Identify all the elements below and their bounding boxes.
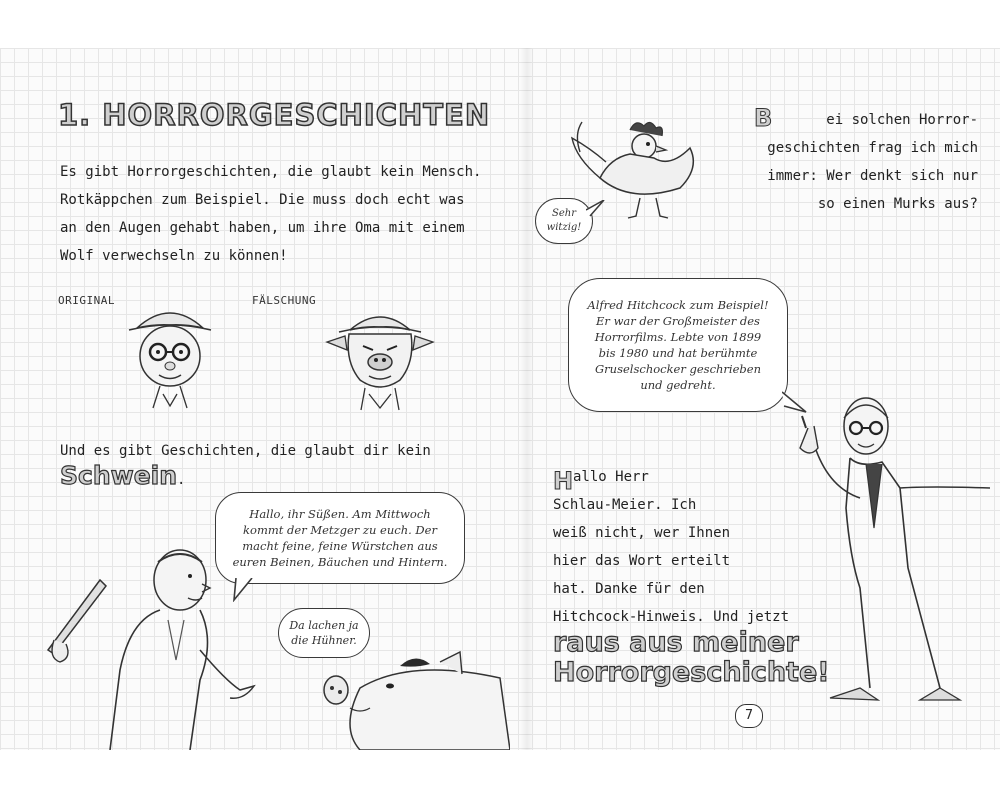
- chicken-paragraph: [748, 100, 978, 212]
- butcher-speech-text: Hallo, ihr Süßen. Am Mittwoch kommt der Metzger zu euch. Der macht feine, feine Würstchen aus euren Beinen, Bäuchen und Hintern.: [232, 506, 448, 570]
- sehr-witzig-bubble-tail: [586, 200, 606, 218]
- sehr-witzig-bubble: [535, 198, 593, 244]
- label-original: ORIGINAL: [58, 294, 115, 307]
- page-number: 7: [735, 704, 763, 728]
- pig-illustration: [320, 648, 510, 750]
- hallo-paragraph: [553, 463, 813, 631]
- schwein-word: Schwein: [60, 461, 178, 490]
- schwein-line: [60, 461, 185, 490]
- butcher-illustration: [40, 540, 260, 750]
- schwein-period: .: [177, 472, 186, 488]
- final-exclamation: [553, 628, 830, 688]
- grandma-illustration: [125, 298, 215, 413]
- chicken-drop-cap: B: [754, 104, 773, 132]
- final-line-1: raus aus meiner: [553, 627, 799, 658]
- sehr-witzig-text: Sehr witzig!: [546, 208, 582, 233]
- label-fake: FÄLSCHUNG: [252, 294, 317, 307]
- intro-paragraph: Es gibt Horrorgeschichten, die glaubt kein Mensch. Rotkäppchen zum Beispiel. Die muss doch echt was an den Augen gehabt haben, um ihre Oma mit einem Wolf verwechseln zu können!: [60, 164, 482, 264]
- chickens-speech-text: Da lachen ja die Hühner.: [289, 618, 359, 647]
- hitchcock-speech-bubble: [568, 278, 788, 412]
- wolf-illustration: [325, 302, 435, 414]
- chicken-text: ei solchen Horror- geschichten frag ich mich immer: Wer denkt sich nur so einen Murks aus?: [767, 112, 978, 212]
- chapter-heading: 1. HORRORGESCHICHTEN: [58, 98, 491, 132]
- book-gutter: [520, 48, 534, 750]
- second-sentence-text: Und es gibt Geschichten, die glaubt dir kein: [60, 443, 431, 459]
- hitchcock-speech-text: Alfred Hitchcock zum Beispiel! Er war der Großmeister des Horrorfilms. Lebte von 1899 bis 1980 und hat berühmte Gruselschocker geschrieben und gedreht.: [587, 297, 769, 393]
- hallo-drop-cap: H: [553, 467, 574, 495]
- hallo-text: allo Herr Schlau-Meier. Ich weiß nicht, wer Ihnen hier das Wort erteilt hat. Danke für den Hitchcock-Hinweis. Und jetzt: [553, 469, 790, 625]
- final-line-2: Horrorgeschichte!: [553, 657, 830, 688]
